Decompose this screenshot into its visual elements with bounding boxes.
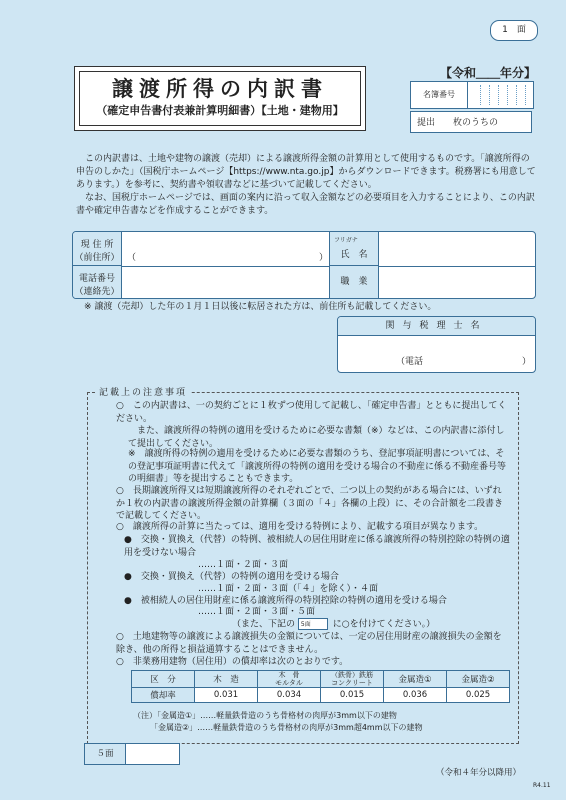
edition-note: （令和４年分以降用） xyxy=(436,768,522,778)
note-item: ……１面・２面・３面・５面 xyxy=(198,607,316,617)
address-paren-close: ） xyxy=(319,253,329,263)
note-item: ……１面・２面・３面 xyxy=(198,560,289,570)
note-item: ○ 土地建物等の譲渡による譲渡損失の金額については、一定の居住用財産の譲渡損失の金額を除き、他の所得と損益通算することはできません。 xyxy=(116,632,502,655)
address-input[interactable] xyxy=(121,232,329,265)
tax-accountant-label: 関与税理士名 xyxy=(338,317,535,336)
five-face-field[interactable] xyxy=(84,743,180,765)
five-checkbox[interactable]: 5面 xyxy=(298,618,328,630)
tax-accountant-section[interactable] xyxy=(337,316,536,373)
occupation-input[interactable] xyxy=(379,266,535,299)
note-item: （また、下記の 5面 に○を付けてください。） xyxy=(232,619,436,630)
note-item: ● 交換・買換え（代替）の特例、被相続人の居住用財産に係る譲渡所得の特別控除の特例の適用を受けない場合 xyxy=(124,535,510,558)
phone-label: 電話番号 （連絡先） xyxy=(73,266,122,298)
table-header: 区 分 xyxy=(132,671,195,688)
occupation-label: 職 業 xyxy=(330,266,379,298)
address-section xyxy=(72,231,536,299)
note-item: また、譲渡所得の特例の適用を受けるために必要な書類（※）などは、この内訳書に添付して提出してください。 xyxy=(128,426,505,449)
page-title: 譲渡所得の内訳書 xyxy=(112,77,328,101)
address-paren-open: （ xyxy=(127,253,137,263)
table-header: 金属造② xyxy=(447,671,510,688)
intro-text: この内訳書は、土地や建物の譲渡（売却）による譲渡所得金額の計算用として使用するものです。「譲渡所得の申告のしかた」（国税庁ホームページ【https://www.nta.go.jp】からダウンロードできます。税務署にも用意してあります。）を参考に、契約書や領収書などに基づいて記載してください。 なお、国税庁ホームページでは、画面の案内に沿って収入金額などの必要項目を入力することにより、この内訳書や確定申告書などを作成することができます。 xyxy=(76,154,536,216)
five-face-label: ５面 xyxy=(85,744,126,764)
note-item: ……１面・２面・３面（「４」を除く）・４面 xyxy=(198,584,379,594)
register-number-field[interactable] xyxy=(410,81,534,109)
note-item: ○ 非業務用建物（居住用）の償却率は次のとおりです。 xyxy=(116,657,349,667)
table-header: 金属造① xyxy=(384,671,447,688)
address-label: 現 住 所 （前住所） xyxy=(73,232,122,266)
table-cell: 0.015 xyxy=(321,688,384,703)
tax-accountant-tel: （電話 ） xyxy=(396,357,532,367)
table-cell: 0.034 xyxy=(258,688,321,703)
table-cell: 償却率 xyxy=(132,688,195,703)
name-label: フリガナ 氏 名 xyxy=(330,232,379,266)
table-header: （鉄骨）鉄筋 コンクリート xyxy=(321,671,384,688)
phone-input[interactable] xyxy=(121,266,329,299)
year-field[interactable]: 【令和＿＿年分】 xyxy=(440,66,537,80)
table-header: 木 造 xyxy=(195,671,258,688)
name-input[interactable] xyxy=(379,232,535,265)
note-item: ※ 譲渡所得の特例の適用を受けるために必要な書類のうち、登記事項証明書については、その登記事項証明書に代えて「譲渡所得の特例の適用を受ける場合の不動産に係る不動産番号等の明細書」等を提出することもできます。 xyxy=(128,449,507,484)
title-box xyxy=(74,66,366,131)
notes-title: 記載上の注意事項 xyxy=(96,385,190,398)
table-header: 木 骨 モルタル xyxy=(258,671,321,688)
footnote: （注）「金属造①」……軽量鉄骨造のうち骨格材の肉厚が3mm以下の建物 xyxy=(133,711,397,720)
page-number-badge: 1 面 xyxy=(490,20,538,41)
table-cell: 0.025 xyxy=(447,688,510,703)
note-item: ○ 譲渡所得の計算に当たっては、適用を受ける特例により、記載する項目が異なります。 xyxy=(116,522,484,532)
page-subtitle: （確定申告書付表兼計算明細書）【土地・建物用】 xyxy=(96,104,344,117)
table-cell: 0.031 xyxy=(195,688,258,703)
note-item: ○ 長期譲渡所得又は短期譲渡所得のそれぞれごとで、二つ以上の契約がある場合には、いずれか１枚の内訳書の譲渡所得金額の計算欄（３面の「４」各欄の上段）に、その合計額を二段書きで記載してください。 xyxy=(116,486,504,521)
version-code: R4.11 xyxy=(533,782,551,789)
note-item: ○ この内訳書は、一の契約ごとに１枚ずつ使用して記載し、「確定申告書」とともに提出してください。 xyxy=(116,401,507,424)
footnote: 「金属造②」……軽量鉄骨造のうち骨格材の肉厚が3mm超4mm以下の建物 xyxy=(150,723,423,732)
register-number-label: 名簿番号 xyxy=(411,82,468,108)
submission-count-field[interactable]: 提出 枚のうちの xyxy=(410,111,532,133)
moved-note: ※ 譲渡（売却）した年の１月１日以後に転居された方は、前住所も記載してください。 xyxy=(84,302,437,312)
note-item: ● 交換・買換え（代替）の特例の適用を受ける場合 xyxy=(124,572,339,582)
note-item: ● 被相続人の居住用財産に係る譲渡所得の特別控除の特例の適用を受ける場合 xyxy=(124,596,447,606)
table-cell: 0.036 xyxy=(384,688,447,703)
depreciation-table xyxy=(131,670,510,703)
